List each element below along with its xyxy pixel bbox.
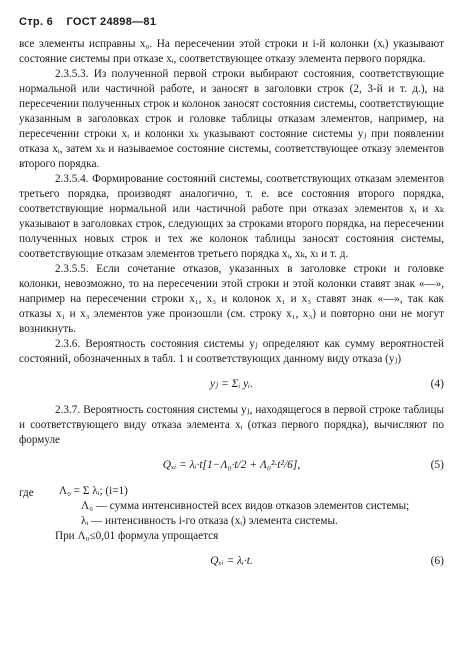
lambda0-definition: Λ₀ = Σ λᵢ; (i=1) [59, 485, 128, 497]
formula-4-number: (4) [430, 378, 444, 390]
page-number: Стр. 6 [19, 16, 54, 28]
formula-5-number: (5) [430, 459, 444, 471]
paragraph-2-3-7: 2.3.7. Вероятность состояния системы yⱼ, находящегося в первой строке таблицы и соответствующего виду отказа элемента xᵢ (отказ первого порядка), вычисляют по формуле [19, 404, 444, 446]
definition-lambda-i: λᵢ — интенсивность i-го отказа (xᵢ) элемента системы. [81, 515, 338, 527]
where-definitions [59, 484, 444, 529]
paragraph-2-3-5-5: 2.3.5.5. Если сочетание отказов, указанных в заголовке строки и головке колонки, невозможно, то на пересечении этой строки и этой колонки ставят знак «—», например на пересечении строки x₁, x₃ и колонок x₁ и x₃ ставят знак «—», так как отказы x₁ и x₃ элементов уже произошли (см. строку x₁, x₃) и повторно они не могут возникнуть. [19, 263, 444, 335]
paragraph-2-3-5-4: 2.3.5.4. Формирование состояний системы, соответствующих отказам элементов третьего порядка, производят аналогично, т. е. все состояния второго порядка, соответствующие нормальной или частичной работе при отказах элементов xᵢ и xₖ указывают в заголовках строк, следующих за строками второго порядка, на пересечении полученных новых строк и тех же колонок таблицы заносят состояния системы, соответствующие отказам элементов третьего порядка xᵢ, xₖ, xₗ и т. д. [19, 173, 444, 260]
paragraph-2-3-5-3: 2.3.5.3. Из полученной первой строки выбирают состояния, соответствующие нормальной или частичной работе, и заносят в заголовки строк (2, 3-й и т. д.), на пересечении полученных строк и колонок заносят состояния системы, соответствующие указанным в заголовках строк и головке таблицы отказам элементов, например, на пересечении строки xᵢ и колонки xₖ указывают состояние системы yⱼ при появлении отказа xᵢ, затем xₖ и называемое состояние системы, соответствующее отказу элементов второго порядка. [19, 68, 444, 170]
paragraph-continuation: все элементы исправны x₀. На пересечении этой строки и i-й колонки (xᵢ) указывают состояние системы при отказе xᵢ, соответствующее отказу элемента первого порядка. [19, 38, 444, 65]
paragraph-simplification: При Λ₀≤0,01 формула упрощается [55, 530, 219, 542]
formula-5 [19, 453, 444, 479]
formula-6-expression: Qₓᵢ = λᵢ·t. [210, 555, 253, 567]
where-label: где [19, 487, 34, 499]
formula-4 [19, 372, 444, 398]
formula-4-expression: yⱼ = Σᵢ yᵢ. [210, 378, 253, 390]
formula-6-number: (6) [430, 555, 444, 567]
document-body [19, 37, 444, 580]
paragraph-2-3-6: 2.3.6. Вероятность состояния системы yⱼ определяют как сумму вероятностей состояний, обозначенных в табл. 1 и соответствующих данному виду отказа (yⱼ) [19, 338, 444, 365]
formula-6 [19, 549, 444, 575]
where-block [19, 484, 444, 529]
formula-5-expression: Qₓᵢ = λᵢ·t[1−Λ₀·t/2 + Λ₀²·t²/6], [162, 459, 301, 471]
page-header [19, 16, 166, 28]
standard-code: ГОСТ 24898—81 [66, 16, 157, 28]
definition-lambda0: Λ₀ — сумма интенсивностей всех видов отказов элементов системы; [81, 500, 410, 512]
